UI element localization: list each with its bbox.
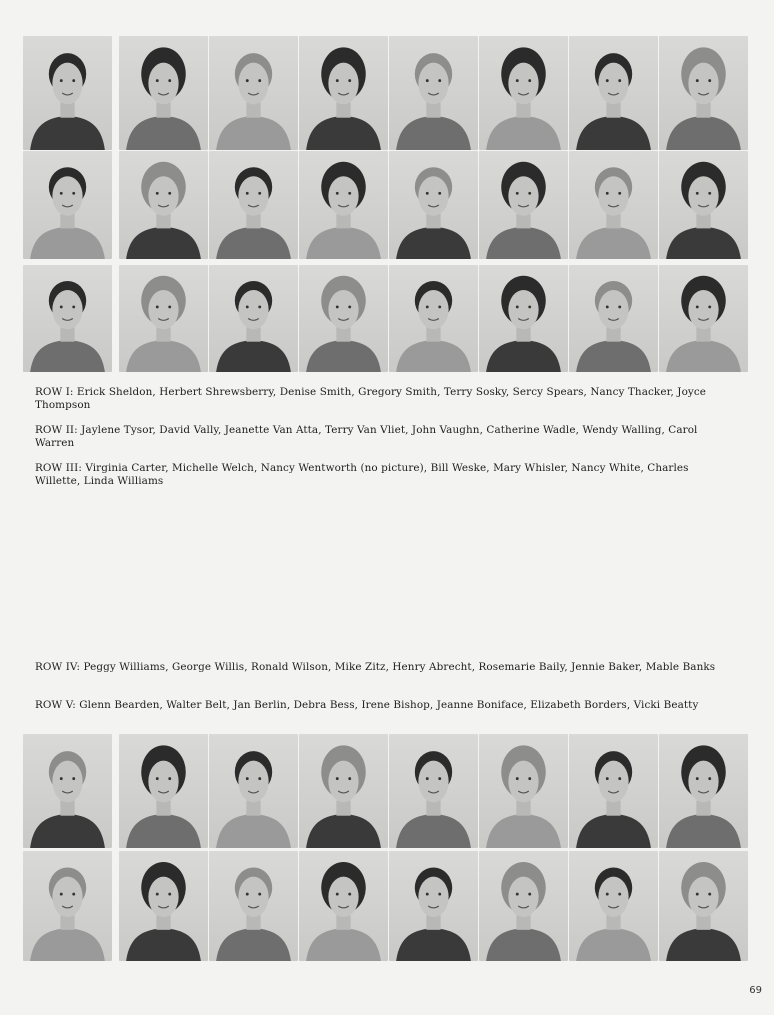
student-portrait (209, 36, 298, 150)
student-portrait (299, 151, 388, 259)
student-portrait (23, 851, 112, 961)
student-portrait (479, 851, 568, 961)
student-portrait (479, 734, 568, 848)
student-portrait (389, 36, 478, 150)
caption-row-5: ROW V: Glenn Bearden, Walter Belt, Jan Berlin, Debra Bess, Irene Bishop, Jeanne Boniface, Elizabeth Borders, Vicki Beatty (35, 699, 699, 711)
student-portrait (659, 734, 748, 848)
student-portrait (299, 734, 388, 848)
caption-row-1: ROW I: Erick Sheldon, Herbert Shrewsberry, Denise Smith, Gregory Smith, Terry Sosky, Sercy Spears, Nancy Thacker, Joyce Thompson (35, 386, 707, 411)
caption-row-3: ROW III: Virginia Carter, Michelle Welch, Nancy Wentworth (no picture), Bill Weske, Mary Whisler, Nancy White, Charles Willette, Linda Williams (35, 462, 689, 487)
student-portrait (119, 851, 208, 961)
student-portrait (209, 851, 298, 961)
student-portrait (659, 36, 748, 150)
student-portrait (569, 151, 658, 259)
student-portrait (659, 851, 748, 961)
student-portrait (569, 36, 658, 150)
student-portrait (23, 36, 112, 150)
student-portrait (479, 36, 568, 150)
student-portrait (209, 151, 298, 259)
student-portrait (389, 265, 478, 372)
student-portrait (299, 36, 388, 150)
student-portrait (209, 265, 298, 372)
caption-row-4: ROW IV: Peggy Williams, George Willis, Ronald Wilson, Mike Zitz, Henry Abrecht, Rosemarie Baily, Jennie Baker, Mable Banks (35, 661, 716, 673)
student-portrait (569, 265, 658, 372)
student-portrait (119, 734, 208, 848)
student-portrait (23, 265, 112, 372)
student-portrait (299, 265, 388, 372)
student-portrait (659, 265, 748, 372)
page-number: 69 (749, 985, 762, 996)
student-portrait (479, 151, 568, 259)
student-portrait (23, 734, 112, 848)
student-portrait (119, 265, 208, 372)
student-portrait (119, 151, 208, 259)
student-portrait (569, 734, 658, 848)
student-portrait (299, 851, 388, 961)
student-portrait (479, 265, 568, 372)
student-portrait (23, 151, 112, 259)
student-portrait (389, 734, 478, 848)
caption-row-2: ROW II: Jaylene Tysor, David Vally, Jeanette Van Atta, Terry Van Vliet, John Vaughn, Catherine Wadle, Wendy Walling, Carol Warren (35, 424, 698, 449)
student-portrait (119, 36, 208, 150)
student-portrait (659, 151, 748, 259)
student-portrait (389, 151, 478, 259)
student-portrait (389, 851, 478, 961)
student-portrait (569, 851, 658, 961)
student-portrait (209, 734, 298, 848)
